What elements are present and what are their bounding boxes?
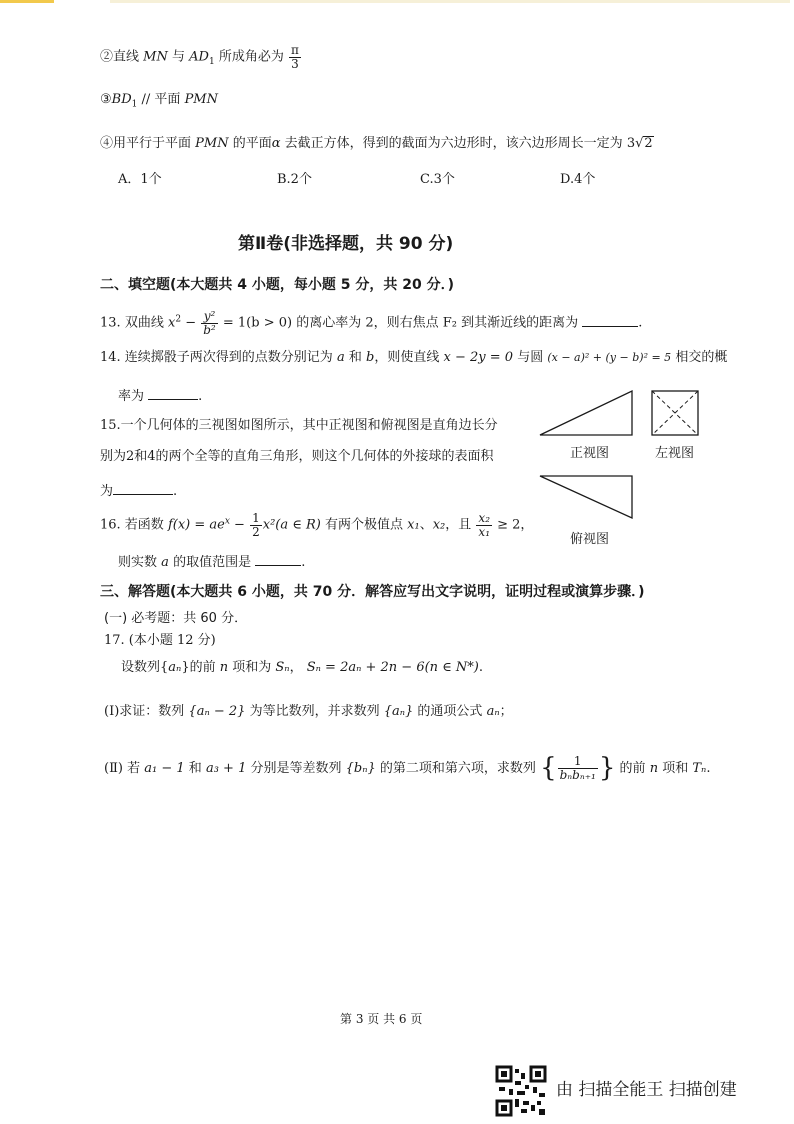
q16-cond-pre: ，且: [445, 517, 472, 533]
question-13: 13. 双曲线 $x^2$ − $\frac{\text{y²}}{\text{b²}}$ = 1(b > 0) 的离心率为 2，则右焦点 F₂ 到其渐近线的距离为 .: [100, 309, 643, 337]
q14-and: 和: [348, 350, 362, 365]
q12-option-b: B.2个: [277, 172, 312, 187]
q17-stem-c: 项和为: [232, 660, 272, 675]
q14-eq1: x − 2y = 0: [443, 350, 514, 365]
q17-part2-d: 的第二项和第六项，求数列: [379, 760, 536, 776]
q17-part2-e: 的前: [619, 760, 646, 776]
q16-frac-den: 2: [252, 524, 260, 539]
q17-stem-b: }的前: [181, 660, 216, 675]
q14-text-d: 相交的概: [675, 350, 728, 365]
qr-code-icon: [495, 1065, 547, 1117]
q17-part2-c: 分别是等差数列: [250, 760, 342, 776]
sqrt-symbol: √: [635, 136, 644, 151]
item2-ad-sub: 1: [208, 57, 215, 68]
q17-stem-a: 设数列{: [121, 660, 169, 675]
q13-num: 13.: [100, 315, 121, 331]
q17-part2-fraction: [558, 755, 598, 781]
q13-answer-blank[interactable]: [582, 313, 638, 327]
q17-part2-frac-num: 1: [558, 755, 598, 769]
q17-head: 17. (本小题 12 分): [104, 633, 216, 648]
q17-part2: [104, 752, 710, 785]
question-16-line1: [100, 512, 533, 538]
q15-line1: 15.一个几何体的三视图如图所示，其中正视图和俯视图是直角边长分: [100, 418, 498, 433]
item4-pmn: PMN: [195, 136, 229, 151]
q16-a: a: [161, 555, 169, 570]
q16-fx-sup: x: [224, 516, 230, 527]
q13-frac-den: b²: [203, 322, 216, 337]
q16-lead: 16. 若函数: [100, 517, 164, 533]
q14-b: b: [366, 350, 375, 365]
q14-text-b: ，则使直线: [374, 350, 440, 365]
item3-pmn: PMN: [184, 92, 218, 107]
q15-answer-blank[interactable]: [113, 481, 173, 495]
q17-part2-e1: a₁ − 1: [144, 760, 185, 776]
q16-cond-fraction: [476, 512, 492, 538]
q17-part1-c: 的通项公式: [417, 704, 483, 719]
item2-frac-num: π: [290, 43, 299, 57]
q17-stem: [121, 660, 483, 676]
q17-part1-seq: {aₙ − 2}: [188, 704, 246, 719]
top-view-figure: [538, 472, 638, 522]
question-15-line3: [100, 481, 177, 500]
q13-lead: 双曲线: [124, 315, 164, 331]
left-view-figure: [650, 389, 702, 441]
section2-header: 二、填空题(本大题共 4 小题，每小题 5 分，共 20 分．): [100, 277, 455, 293]
q17-sn: Sₙ: [275, 660, 290, 675]
part2-title: 第Ⅱ卷(非选择题，共 90 分): [238, 234, 454, 254]
q17-part2-frac-den: bₙbₙ₊₁: [559, 767, 596, 782]
q15-line2: 别为2和4的两个全等的直角三角形，则这个几何体的外接球的表面积: [100, 449, 494, 464]
q16-fx: f(x) = ae: [167, 517, 225, 533]
q13-eq-rest: = 1(b > 0): [222, 315, 293, 331]
item3-text: // 平面: [141, 92, 181, 107]
q16-fraction: [250, 512, 262, 538]
q17-part2-tn: Tₙ: [692, 760, 707, 776]
front-view-label: 正视图: [570, 446, 610, 461]
left-brace-icon: {: [540, 753, 557, 783]
item2-frac-den: 3: [291, 56, 299, 71]
front-view-triangle: [540, 391, 632, 435]
q17-n: n: [219, 660, 229, 675]
item3-bd: BD: [111, 92, 132, 107]
item4-text-a: ④用平行于平面: [100, 136, 192, 151]
q16-cond-den: x₁: [478, 524, 490, 539]
q17-part2-n: n: [649, 760, 659, 776]
q13-end: .: [638, 315, 643, 331]
top-color-strip: [0, 0, 794, 9]
left-view-label: 左视图: [655, 446, 695, 461]
q17-part2-f: 项和: [662, 760, 689, 776]
q16-frac-num: 1: [252, 511, 260, 525]
item2-mid2: 所成角必为: [218, 49, 284, 65]
q14-end: .: [198, 389, 203, 404]
q17-an: aₙ: [168, 660, 182, 675]
item2-ad: AD: [189, 49, 209, 65]
item4-answer-coef: 3: [626, 136, 636, 151]
item4-alpha: α: [271, 136, 281, 151]
q17-eq: Sₙ = 2aₙ + 2n − 6(n ∈ N*): [306, 660, 479, 675]
q17-part1-end: ；: [499, 704, 513, 719]
top-strip-faint: [110, 0, 790, 3]
top-view-triangle: [540, 476, 632, 518]
q16-line2-b: 的取值范围是: [173, 555, 252, 570]
q12-item-4: [100, 136, 654, 152]
question-14-line2: [118, 386, 202, 405]
q14-answer-blank[interactable]: [148, 386, 198, 400]
item4-text-b: 的平面: [232, 136, 272, 151]
right-brace-icon: }: [598, 753, 616, 783]
page-number: 第 3 页 共 6 页: [340, 1012, 423, 1026]
q15-end: .: [173, 484, 178, 499]
q12-option-a: A．1个: [118, 172, 162, 187]
q17-part1-an: aₙ: [486, 704, 500, 719]
q13-eq-x: x: [167, 315, 176, 331]
q16-x1: x₁: [407, 517, 420, 533]
q15-line3: 为: [100, 484, 114, 499]
q12-option-d: D.4个: [560, 172, 596, 187]
q16-line2: 则实数: [118, 555, 158, 570]
q16-x2: x₂: [432, 517, 446, 533]
q17-end: .: [478, 660, 484, 675]
q17-stem-d: ，: [289, 660, 303, 675]
q16-rest: x²(a ∈ R): [262, 517, 321, 533]
item2-fraction: [289, 44, 301, 70]
q17-part1-b: 为等比数列，并求数列: [249, 704, 380, 719]
q14-text-c: 与圆: [517, 350, 544, 365]
item2-prefix: ②直线: [100, 49, 140, 65]
q16-cond-rest: ≥ 2，: [497, 517, 534, 533]
q14-a: a: [336, 350, 345, 365]
q16-end: .: [301, 555, 306, 570]
q13-tail: 的离心率为 2，则右焦点 F₂ 到其渐近线的距离为: [296, 315, 579, 331]
q12-item-3: [100, 92, 218, 111]
q17-part1: [104, 704, 513, 720]
q13-eq-minus: −: [185, 315, 197, 331]
q14-eq2: (x − a)² + (y − b)² = 5: [547, 351, 672, 364]
q17-part2-b: 和: [188, 760, 202, 776]
q17-part2-end: .: [706, 760, 711, 776]
q17-part2-bn: {bₙ}: [345, 760, 376, 776]
q16-sep: 、: [419, 517, 433, 533]
item4-answer-rad: 2: [644, 136, 653, 151]
item2-mid: 与: [171, 49, 185, 65]
q16-answer-blank[interactable]: [255, 552, 301, 566]
item3-prefix: ③: [100, 92, 112, 107]
q17-part1-seq2: {aₙ}: [383, 704, 414, 719]
item4-text-c: 去截正方体，得到的截面为六边形时，该六边形周长一定为: [284, 136, 623, 151]
q13-fraction: [201, 310, 218, 336]
q16-cond-num: x₂: [478, 511, 490, 525]
scanner-watermark-text: 由 扫描全能王 扫描创建: [556, 1080, 737, 1100]
q12-item-2: [100, 44, 302, 70]
item3-bd-sub: 1: [131, 99, 138, 110]
item2-mn: MN: [143, 49, 168, 65]
q16-minus: −: [229, 517, 250, 533]
q14-line2: 率为: [118, 389, 145, 404]
q13-frac-num: y²: [201, 310, 218, 324]
q17-part2-e2: a₃ + 1: [205, 760, 247, 776]
q14-text-a: 14. 连续掷骰子两次得到的点数分别记为: [100, 350, 333, 365]
q17-part2-a: (Ⅱ) 若: [104, 760, 141, 776]
top-strip-accent: [0, 0, 54, 3]
q16-mid: 有两个极值点: [325, 517, 404, 533]
section3-header: 三、解答题(本大题共 6 小题，共 70 分．解答应写出文字说明，证明过程或演算步骤．): [100, 584, 645, 600]
section3-subheader: (一) 必考题：共 60 分．: [104, 611, 248, 626]
q17-part1-a: (Ⅰ)求证：数列: [104, 704, 185, 719]
question-16-line2: [118, 552, 305, 571]
question-14-line1: [100, 350, 727, 366]
q12-option-c: C.3个: [420, 172, 455, 187]
top-view-label: 俯视图: [570, 532, 610, 547]
